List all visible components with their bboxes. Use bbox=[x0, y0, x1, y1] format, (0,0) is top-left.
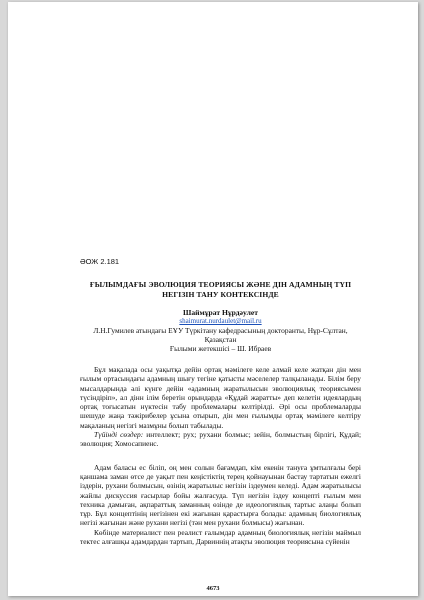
udc-code: ӘОЖ 2.181 bbox=[80, 257, 120, 266]
author-email-link[interactable]: shaimurat.nurdaulet@mail.ru bbox=[179, 317, 262, 325]
title-line: ҒЫЛЫМДАҒЫ ЭВОЛЮЦИЯ ТЕОРИЯСЫ ЖӘНЕ ДІН АДАМНЫҢ ТҮП bbox=[89, 280, 352, 289]
author-name: Шаймұрат Нұрдәулет bbox=[183, 308, 258, 317]
abstract-paragraph: Бұл мақалада осы уақытқа дейін ортақ мәмілеге келе алмай келе жатқан дін мен ғылым ортасындағы адамның шығу тегіне қатысты мәселелер талқыланады. Білім беру мысалдарында әлі күнге дейін «адамның жаратылысын эволюциялық теориясымен түсіндіріп», ал дінн ілім беретін орындарда «Құдай жаратты» деп келетін идеялардың ортақ тоғысатын нүктесін табу проблемалары келтірілді. Әрі осы проблемаларды шешуде жаңа тәжірибелер ұсына отырып, дін мен ғылымды ортақ мәмілеге келтіру мақаланың негізгі мазмұны болып табылады. bbox=[80, 365, 361, 430]
keywords bbox=[80, 430, 361, 449]
article-title bbox=[80, 280, 361, 299]
document-page bbox=[8, 2, 418, 596]
author-affiliation: Л.Н.Гумилев атындағы ЕҰУ Түркітану кафедрасының докторанты, Нұр-Сұлтан, Қазақстан bbox=[93, 326, 348, 344]
body-paragraph: Көбінде материалист пен реалист ғалымдар адамның биологиялық негізін маймыл тектес алғашқы адамдардан тартып, Дарвиннің атақты эволюция теориясына сүйенін bbox=[80, 527, 361, 547]
title-line: НЕГІЗІН ТАНУ КОНТЕКСІНДЕ bbox=[162, 289, 279, 299]
keywords-label: Түйінді сөздер: bbox=[94, 430, 144, 440]
keywords-text: интеллект; рух; рухани болмыс; зейін, болмыстың бірлігі, Құдай; эволюция; Хомосапиенс. bbox=[80, 430, 362, 449]
body-paragraph: Адам баласы ес біліп, оң мен солын бағамдап, кім екенін тануға ұмтылғалы бері қаншама заман өтсе де уақыт пен кеңістіктің терең қойнауынан бастау тартатын ежелгі іздерін, рухани болмысын, өзінің жаратылыс негізін іздеумен келеді. Адам жаратылысы жайлы дискуссия ғасырлар бойы жалғасуда. Түп негізін іздеу концепті ғылым мен техника дамыған, ақпараттық заманның өзінде де идеологиялық тартыс алаңы болып тұр. Бұл концептінің негізінен екі жағынан қарастырға болады: адамның биологиялық негізі жағынан және рухани негізі (тән мен рухани болмысы) жағынан. bbox=[80, 462, 361, 528]
article-content bbox=[80, 257, 361, 546]
scientific-supervisor: Ғылыми жетекшісі – Ш. Ибраев bbox=[169, 344, 272, 353]
page-number: 4673 bbox=[206, 585, 220, 592]
